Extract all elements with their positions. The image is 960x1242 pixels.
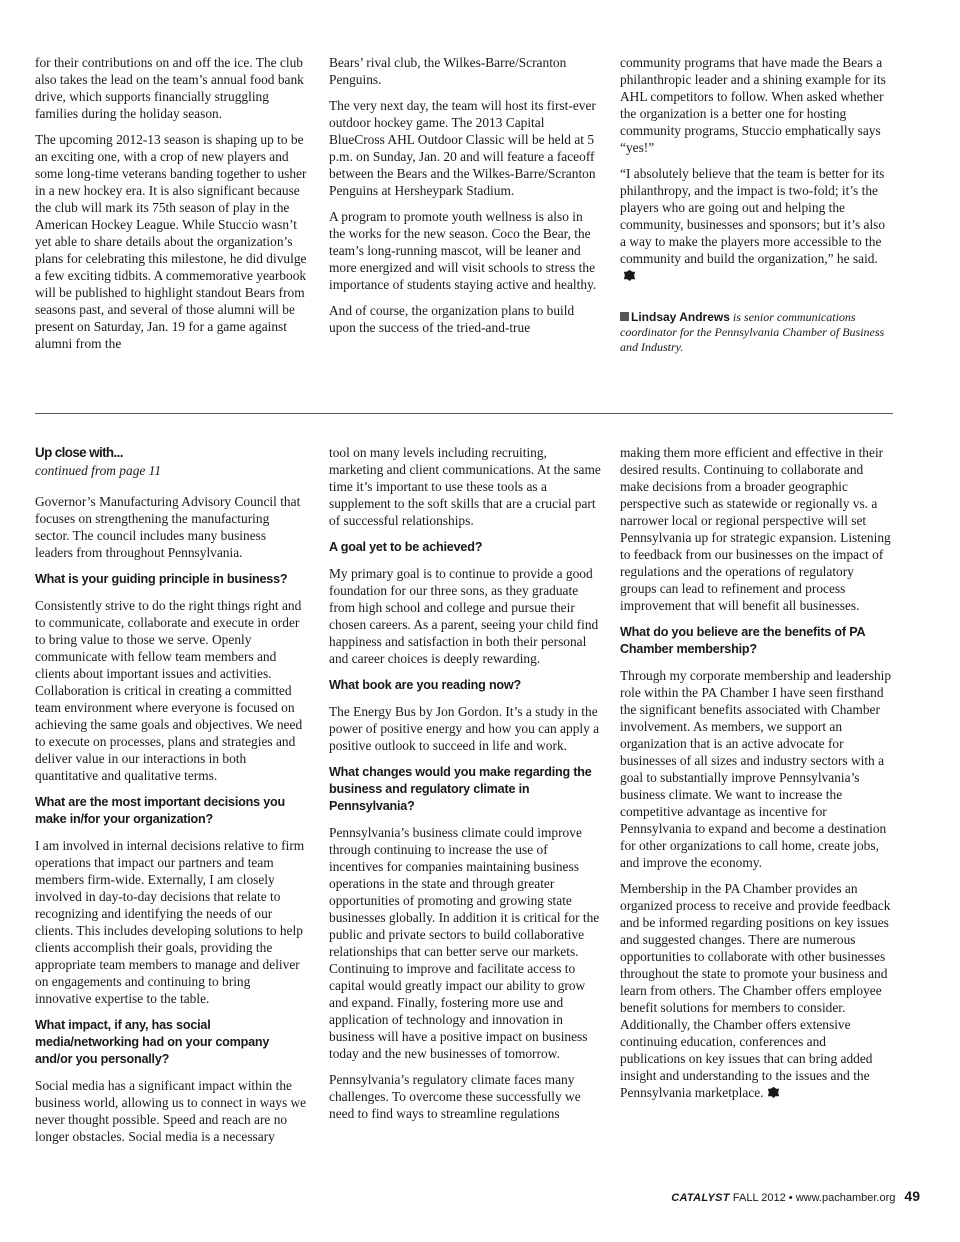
answer-paragraph: Through my corporate membership and leadership role within the PA Chamber I have seen firsthand the significant benefits associated with Chamber involvement. As members, we support an organization that is an active advocate for businesses of all sizes and industry sectors with a goal to substantially improve Pennsylvania’s business climate. We want to increase the competitive advantage as incentive for Pennsylvania to expand and become a destination for other organizations to call home, create jobs, and improve the economy. (620, 668, 892, 870)
answer-paragraph: Pennsylvania’s business climate could improve through continuing to increase the use of incentives for companies maintaining business operations in the state and through greater opportunities of promoting and growing state businesses globally. In addition it is critical for the public and private sectors to build collaborative relationships that can better serve our markets. Continuing to improve and facilitate access to capital would greatly impact our ability to grow and expand. Finally, fostering more use and application of technology and innovation in business will have a positive impact on business today and the new businesses of tomorrow. (329, 825, 600, 1061)
question-heading: What is your guiding principle in business? (35, 572, 288, 586)
paragraph: Bears’ rival club, the Wilkes-Barre/Scranton Penguins. (329, 55, 567, 87)
paragraph: The very next day, the team will host its first-ever outdoor hockey game. The 2013 Capital BlueCross AHL Outdoor Classic will be held at 5 p.m. on Sunday, Jan. 20 and will feature a faceoff between the Bears and the Wilkes-Barre/Scranton Penguins at Hersheypark Stadium. (329, 98, 596, 198)
issue-label: FALL 2012 (732, 1192, 786, 1204)
answer-paragraph: My primary goal is to continue to provide a good foundation for our three sons, as they graduate from high school and college and pursue their chosen careers. As a parent, seeing your child find happiness and satisfaction in both their personal and career choices is deeply rewarding. (329, 566, 599, 666)
page-footer (671, 1188, 920, 1204)
author-name: Lindsay Andrews (631, 310, 730, 324)
paragraph-with-endmark (620, 165, 892, 284)
end-of-article-icon (623, 269, 636, 282)
footer-bullet: • (788, 1192, 793, 1204)
paragraph: Governor’s Manufacturing Advisory Council that focuses on strengthening the manufacturing sector. The council includes many business leaders from throughout Pennsylvania. (35, 494, 301, 560)
paragraph: And of course, the organization plans to build upon the success of the tried-and-true (329, 303, 575, 335)
question-heading: What impact, if any, has social media/networking had on your company and/or you personally? (35, 1018, 270, 1066)
answer-paragraph: Social media has a significant impact within the business world, allowing us to connect in ways we never thought possible. Speed and reach are no longer obstacles. Social media is a necessary (35, 1078, 307, 1144)
author-bio (620, 310, 892, 355)
paragraph: tool on many levels including recruiting, marketing and client communications. At the same time it’s important to use these tools as a supplement to the soft skills that are a crucial part of successful relationships. (329, 445, 601, 528)
author-description: is senior communications coordinator for the Pennsylvania Chamber of Business and Industry. (620, 310, 885, 354)
question-heading: What do you believe are the benefits of PA Chamber membership? (620, 625, 865, 656)
page-number: 49 (904, 1188, 920, 1204)
paragraph-text: Membership in the PA Chamber provides an organized process to receive and provide feedback and be informed regarding positions on key issues and suggested changes. There are numerous opportunities to collaborate with other businesses throughout the state to promote your business and learn from others. The Chamber offers employee benefit solutions for members to consider. Additionally, the Chamber offers extensive continuing education, conferences and publications on key issues that can bring added insight and understanding to the issues and the Pennsylvania marketplace. (620, 881, 891, 1100)
bio-square-icon (620, 312, 629, 321)
magazine-name: CATALYST (671, 1192, 730, 1204)
section-title: Up close with... (35, 445, 123, 460)
answer-paragraph: Pennsylvania’s regulatory climate faces many challenges. To overcome these successfully we need to find ways to streamline regulations (329, 1072, 581, 1121)
paragraph-with-endmark (620, 880, 892, 1101)
continued-note: continued from page 11 (35, 463, 162, 478)
question-heading: What changes would you make regarding the business and regulatory climate in Pennsylvania? (329, 765, 592, 813)
section-divider (35, 413, 893, 414)
answer-paragraph: I am involved in internal decisions relative to firm operations that impact our partners and team members firm-wide. Externally, I am closely involved in day-to-day decisions that relate to recognizing and identifying the needs of our clients. This includes developing solutions to help clients accomplish their goals, providing the appropriate team members to manage and deliver on engagements and continuing to bring innovative expertise to the table. (35, 838, 305, 1006)
answer-paragraph: Consistently strive to do the right things right and to communicate, collaborate and execute in order to bring value to those we serve. Openly communicate with fellow team members and clients about important issues and activities. Collaboration is critical in creating a committed team environment where everyone is focused on achieving the same goals and objectives. We need to execute on processes, plans and strategies and deliver value in our interactions in both quantitative and qualitative terms. (35, 598, 303, 783)
interview-column-3 (620, 444, 892, 1110)
top-article-column-3 (620, 54, 892, 355)
paragraph: A program to promote youth wellness is also in the works for the new season. Coco the Bear, the team’s long-running mascot, will be leaner and more energized and will visit schools to stress the importance of students staying active and healthy. (329, 209, 597, 292)
question-heading: What are the most important decisions you make in/for your organization? (35, 795, 286, 826)
paragraph: for their contributions on and off the ice. The club also takes the lead on the team’s annual food bank drive, which supports financially struggling families during the holiday season. (35, 55, 304, 121)
paragraph-text: “I absolutely believe that the team is better for its philanthropy, and the impact is two-fold; it’s the players who are going out and helping the community, businesses and sponsors; but it’s also a way to make the players more accessible to the community and build the organization,” he said. (620, 166, 886, 266)
paragraph: The upcoming 2012-13 season is shaping up to be an exciting one, with a crop of new players and some long-time veterans banding together to usher in a new hockey era. It is also significant because the club will mark its 75th season of play in the American Hockey League. While Stuccio wasn’t yet able to share details about the organization’s plans for celebrating this milestone, he did divulge a few exciting tidbits. A commemorative yearbook will be published to highlight standout Bears from seasons past, and several of those alumni will be present on Saturday, Jan. 19 for a game against alumni from the (35, 132, 307, 351)
top-article-column-1 (35, 54, 307, 361)
paragraph: community programs that have made the Bears a philanthropic leader and a shining example for its AHL competitors to follow. When asked whether the organization is a better one for hosting community programs, Stuccio emphatically says “yes!” (620, 55, 886, 155)
interview-column-1 (35, 444, 307, 1154)
question-heading: A goal yet to be achieved? (329, 540, 483, 554)
footer-url[interactable]: www.pachamber.org (795, 1192, 896, 1204)
interview-column-2 (329, 444, 601, 1131)
end-of-article-icon (767, 1086, 780, 1099)
question-heading: What book are you reading now? (329, 678, 522, 692)
paragraph: making them more efficient and effective in their desired results. Continuing to collaborate and make decisions from a broader geographic perspective such as statewide or regionally vs. a narrower local or regional perspective will set Pennsylvania up for strategic expansion. Listening to feedback from our businesses on the impact of regulations and the operations of regulatory groups can lead to refinement and process improvement that will benefit all businesses. (620, 445, 891, 613)
top-article-column-2 (329, 54, 601, 345)
answer-paragraph: The Energy Bus by Jon Gordon. It’s a study in the power of positive energy and how you can apply a positive outlook to succeed in life and work. (329, 704, 600, 753)
